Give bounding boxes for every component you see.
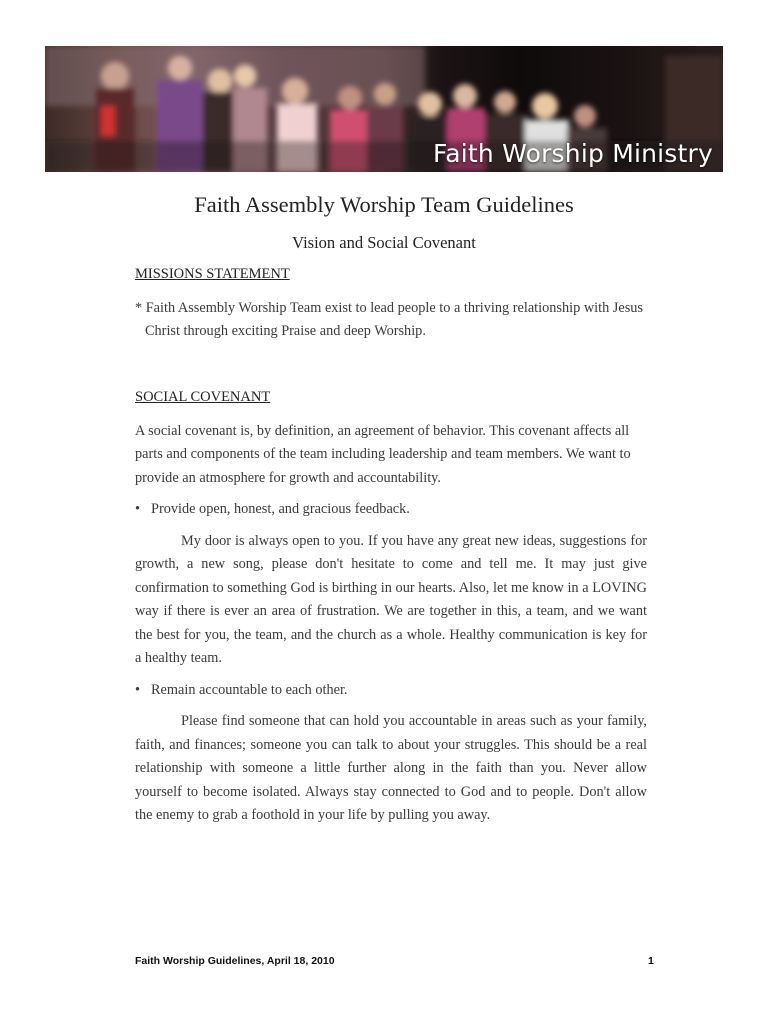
- missions-marker: *: [135, 299, 143, 316]
- missions-text: Faith Assembly Worship Team exist to lead people to a thriving relationship with Jesus Christ through exciting Praise and deep Worship.: [145, 299, 643, 339]
- covenant-intro: A social covenant is, by definition, an agreement of behavior. This covenant affects all parts and components of the team including leadership and team members. We want to provide an atmosphere for growth and accountability.: [135, 422, 631, 486]
- missions-heading: MISSIONS STATEMENT: [135, 266, 290, 282]
- bullet-dot-icon: •: [135, 501, 141, 517]
- banner-title: Faith Worship Ministry: [432, 139, 713, 168]
- bullet-item: [135, 498, 647, 522]
- bullet-label: Remain accountable to each other.: [151, 681, 348, 698]
- bullet-item: [135, 679, 647, 703]
- bullet-paragraph: My door is always open to you. If you have any great new ideas, suggestions for growth, a new song, please don't hesitate to come and tell me. It may just give confirmation to something God is birthing in our hearts. Also, let me know in a LOVING way if there is ever an area of frustration. We are together in this, a team, and we want the best for you, the team, and the church as a whole. Healthy communication is key for a healthy team.: [135, 532, 647, 666]
- header-banner-photo: [45, 46, 723, 172]
- covenant-section: [135, 386, 647, 828]
- document-title: Faith Assembly Worship Team Guidelines: [194, 192, 574, 217]
- missions-section: [135, 263, 647, 344]
- missions-statement: [135, 297, 647, 344]
- bullet-label: Provide open, honest, and gracious feedback.: [151, 501, 410, 517]
- covenant-heading: SOCIAL COVENANT: [135, 389, 271, 405]
- bullet-paragraph: Please find someone that can hold you accountable in areas such as your family, faith, and finances; someone you can talk to about your struggles. This should be a real relationship with someone a little further along in the faith than you. Never allow yourself to become isolated. Always stay connected to God and to people. Don't allow the enemy to grab a foothold in your life by pulling you away.: [135, 713, 647, 823]
- document-subtitle: Vision and Social Covenant: [292, 233, 476, 252]
- bullet-dot-icon: •: [135, 681, 141, 698]
- page-number: 1: [648, 955, 654, 967]
- footer-text: Faith Worship Guidelines, April 18, 2010: [135, 955, 335, 967]
